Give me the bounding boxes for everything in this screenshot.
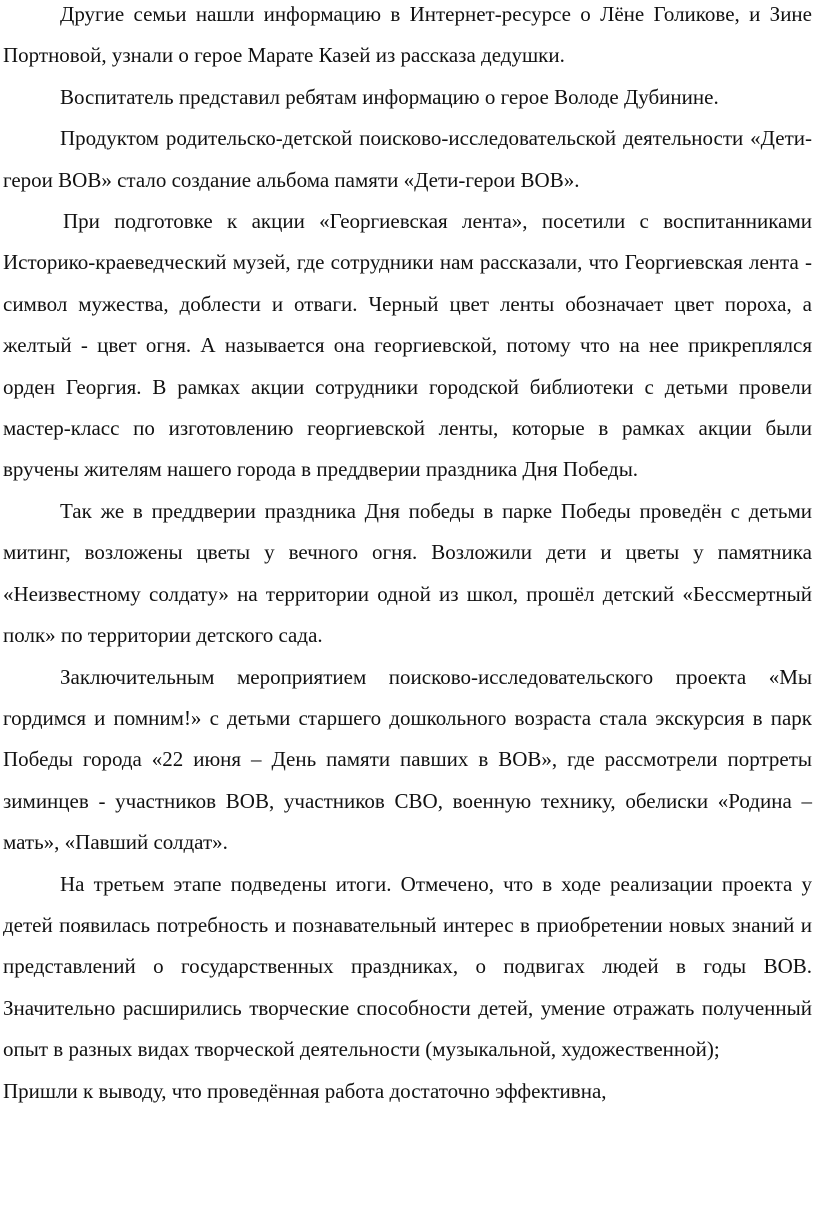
paragraph-family-research: Другие семьи нашли информацию в Интернет-ресурсе о Лёне Голикове, и Зине Портновой, узнали о герое Марате Казей из рассказа дедушки. bbox=[3, 2, 812, 68]
paragraph-victory-day-rally: Так же в преддверии праздника Дня победы в парке Победы проведён с детьми митинг, возложены цветы у вечного огня. Возложили дети и цветы у памятника «Неизвестному солдату» на территории одной из школ, прошёл детский «Бессмертный полк» по территории детского сада. bbox=[3, 498, 812, 648]
paragraph-georgievskaya-lenta: При подготовке к акции «Георгиевская лента», посетили с воспитанниками Историко-краеведческий музей, где сотрудники нам рассказали, что Георгиевская лента - символ мужества, доблести и отваги. Черный цвет ленты обозначает цвет пороха, а желтый - цвет огня. А называется она георгиевской, потому что на нее прикреплялся орден Георгия. В рамках акции сотрудники городской библиотеки с детьми провели мастер-класс по изготовлению георгиевской ленты, которые в рамках акции были вручены жителям нашего города в преддверии праздника Дня Победы. bbox=[3, 209, 812, 482]
paragraph-teacher-info: Воспитатель представил ребятам информацию о герое Володе Дубинине. bbox=[60, 84, 719, 109]
paragraph-third-stage-results: На третьем этапе подведены итоги. Отмечено, что в ходе реализации проекта у детей появилась потребность и познавательный интерес в приобретении новых знаний и представлений о государственных праздниках, о подвигах людей в годы ВОВ. Значительно расширились творческие способности детей, умение отражать полученный опыт в разных видах творческой деятельности (музыкальной, художественной); bbox=[3, 871, 812, 1062]
paragraph-conclusion: Пришли к выводу, что проведённая работа достаточно эффективна, bbox=[3, 1078, 607, 1103]
paragraph-final-excursion: Заключительным мероприятием поисково-исследовательского проекта «Мы гордимся и помним!» с детьми старшего дошкольного возраста стала экскурсия в парк Победы города «22 июня – День памяти павших в ВОВ», где рассмотрели портреты зиминцев - участников ВОВ, участников СВО, военную технику, обелиски «Родина – мать», «Павший солдат». bbox=[3, 664, 812, 855]
paragraph-album-result: Продуктом родительско-детской поисково-исследовательской деятельности «Дети-герои ВОВ» стало создание альбома памяти «Дети-герои ВОВ». bbox=[3, 126, 812, 192]
